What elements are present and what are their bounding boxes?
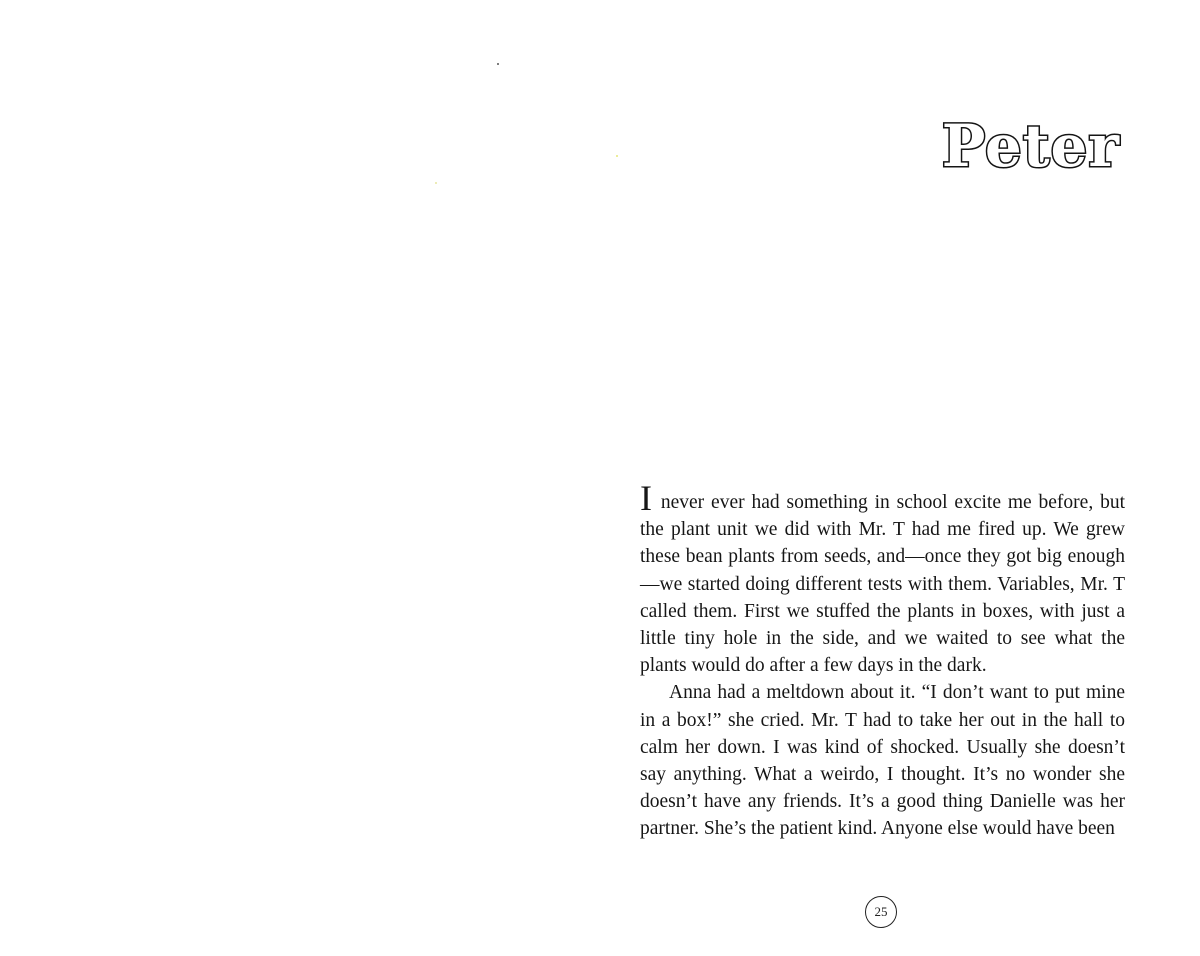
page-number: 25 (874, 904, 888, 919)
right-page (600, 0, 1200, 956)
paragraph-1 (640, 480, 1125, 679)
body-text (640, 480, 1125, 843)
drop-cap: I (640, 478, 652, 518)
paper-speck (435, 182, 437, 184)
page-number-badge (865, 896, 897, 928)
paragraph-1-text: never ever had something in school excite me before, but the plant unit we did with Mr. T had me fired up. We grew these bean plants from seeds, and—once they got big enough—we started doing different tests with them. Variables, Mr. T called them. First we stuffed the plants in boxes, with just a little tiny hole in the side, and we waited to see what the plants would do after a few days in the dark. (640, 492, 1125, 677)
paper-speck (497, 63, 499, 65)
paragraph-2: Anna had a meltdown about it. “I don’t want to put mine in a box!” she cried. Mr. T had to take her out in the hall to calm her down. I was kind of shocked. Usually she doesn’t say anything. What a weirdo, I thought. It’s no wonder she doesn’t have any friends. It’s a good thing Danielle was her partner. She’s the patient kind. Anyone else would have been (640, 682, 1125, 840)
chapter-title: Peter (941, 111, 1120, 180)
